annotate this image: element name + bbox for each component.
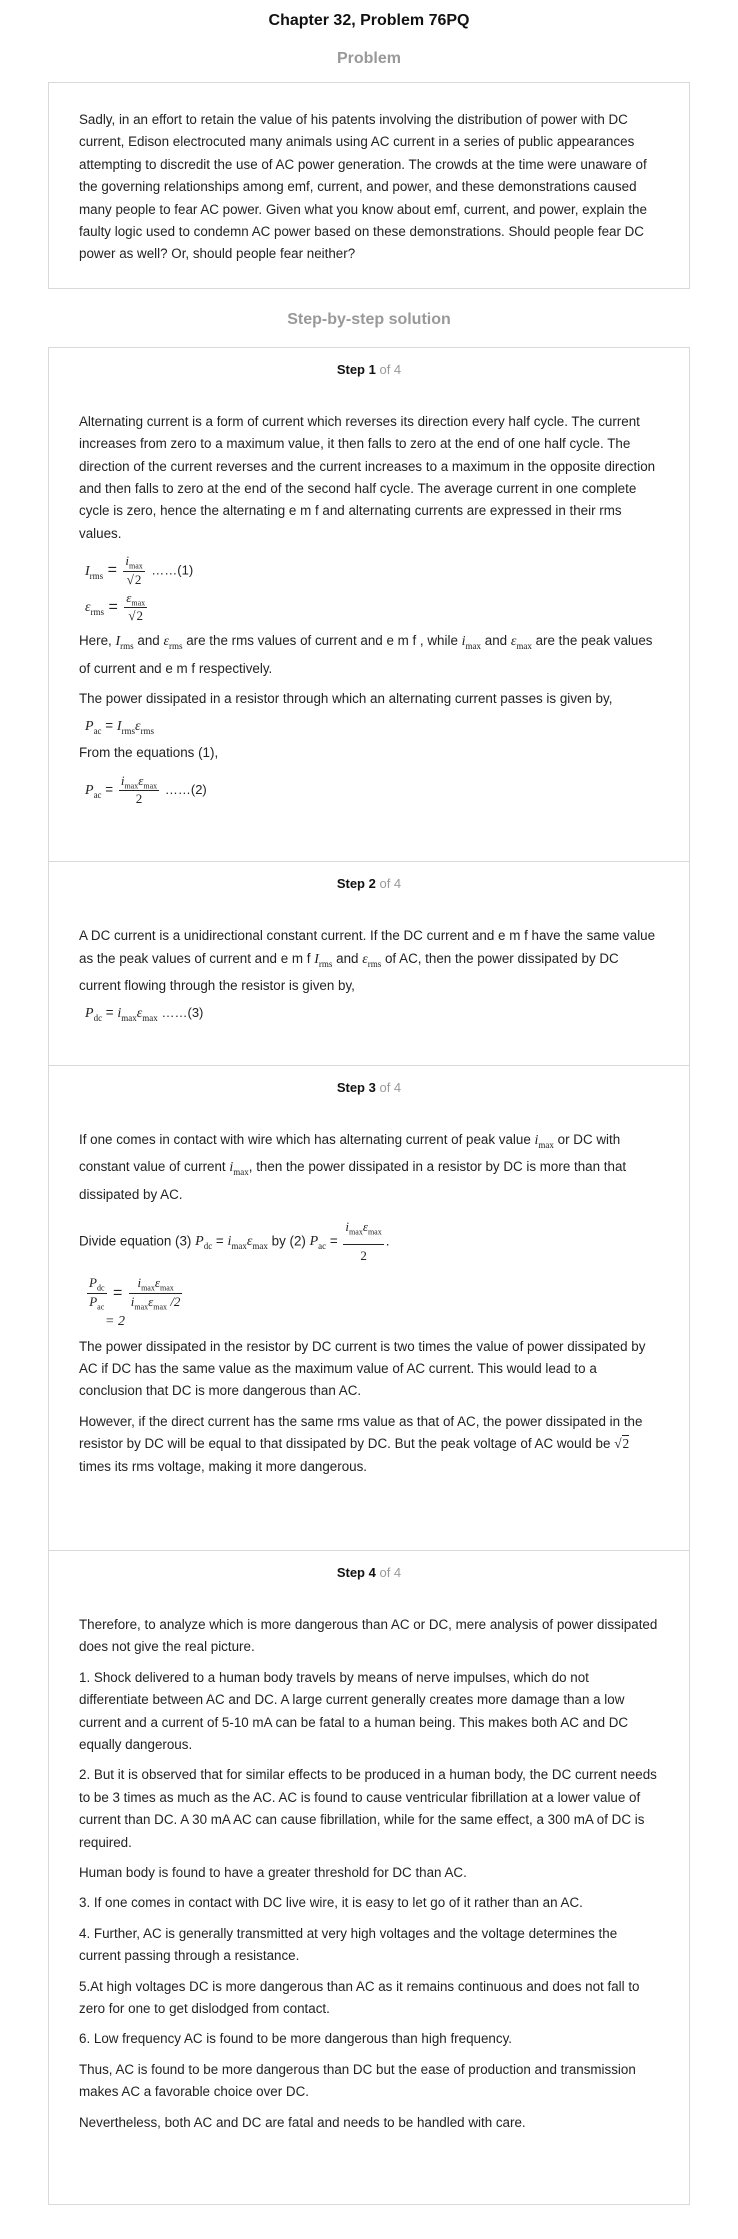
step-label: Step 3 — [336, 1080, 376, 1096]
step-4-paragraph: Therefore, to analyze which is more dangerous than AC or DC, mere analysis of power dissipated does not give the real picture. — [79, 1616, 658, 1655]
step-2-header — [79, 876, 659, 891]
step-count: of 4 — [379, 361, 402, 377]
equation-3-label: ……(3) — [161, 1005, 204, 1021]
equation-2-label: ……(2) — [164, 781, 207, 797]
step-4-paragraph: 3. If one comes in contact with DC live wire, it is easy to let go of it rather than an AC. — [79, 1895, 583, 1911]
step-4-paragraph: 5.At high voltages DC is more dangerous than AC as it remains continuous and does not fall to zero for one to get dislodged from contact. — [79, 1978, 640, 2017]
step-4-paragraph: 1. Shock delivered to a human body travels by means of nerve impulses, which do not differentiate between AC and DC. A large current generally creates more damage than a low current and a current of 5-10 mA can be fatal to a human being. This makes both AC and DC equally dangerous. — [79, 1669, 629, 1752]
step-count: of 4 — [379, 876, 402, 892]
equation-ratio: $\frac{P_{dc}}{P_{ac}}$ = $\frac{i_{max}\varepsilon_{max}}{i_{max}\varepsilon_{max} /2}$ = 2 — [85, 1275, 659, 1329]
step-1-from-text: From the equations (1), — [79, 745, 219, 761]
step-1-power-text: The power dissipated in a resistor through which an alternating current passes is given by, — [79, 691, 613, 707]
step-4-paragraph: Nevertheless, both AC and DC are fatal and needs to be handled with care. — [79, 2114, 526, 2130]
step-4-paragraph: Human body is found to have a greater threshold for DC than AC. — [79, 1865, 467, 1880]
step-1 — [49, 348, 689, 862]
step-1-intro: Alternating current is a form of current which reverses its direction every half cycle. The current increases from zero to a maximum value, it then falls to zero at the end of one half cycle. The direction of the current reverses and the current increases to a maximum in the opposite direction and then falls to zero at the end of the second half cycle. The average current in one complete cycle is zero, hence the alternating e m f and alternating currents are expressed in their rms values. — [79, 413, 656, 541]
step-3-conclusion: The power dissipated in the resistor by DC current is two times the value of power dissipated by AC if DC has the same value as the maximum value of AC current. This would lead to a conclusion that DC is more dangerous than AC. — [79, 1338, 646, 1399]
step-label: Step 1 — [336, 361, 376, 377]
step-4-paragraph: 6. Low frequency AC is found to be more dangerous than high frequency. — [79, 2031, 512, 2047]
step-4-paragraph: 2. But it is observed that for similar effects to be produced in a human body, the DC current needs to be 3 times as much as the AC. AC is found to cause ventricular fibrillation at a lower value of current than DC. A 30 mA AC can cause fibrillation, while for the same effect, a 300 mA of DC is required. — [79, 1767, 657, 1850]
solution-heading: Step-by-step solution — [287, 310, 451, 328]
equation-3: $P_{dc} = i_{max}\varepsilon_{max}$ ……(3) — [85, 1005, 204, 1024]
sqrt-2: √2 — [614, 1436, 630, 1452]
step-count: of 4 — [379, 1564, 402, 1580]
step-2 — [49, 862, 689, 1066]
step-1-here: Here, $I_{rms}$ and $\varepsilon_{rms}$ are the rms values of current and e m f , while $i_{max}$ and $\varepsilon_{max}$ are the peak values of current and e m f respectively. — [79, 633, 653, 676]
step-label: Step 4 — [336, 1564, 376, 1580]
problem-text: Sadly, in an effort to retain the value of his patents involving the distribution of power with DC current, Edison electrocuted many animals using AC current in a series of public appearances attempting to discredit the use of AC power generation. The crowds at the time were unaware of the governing relationships among emf, current, and power, and these demonstrations caused many people to fear AC power. Given what you know about emf, current, and power, explain the faulty logic used to condemn AC power based on these demonstrations. Should people fear DC power as well? Or, should people fear neither? — [79, 112, 647, 262]
ratio-result: = 2 — [105, 1313, 125, 1329]
step-4-header — [79, 1565, 659, 1580]
equation-1-label: ……(1) — [151, 562, 194, 578]
solution-steps — [48, 347, 690, 2205]
step-3 — [49, 1066, 689, 1551]
problem-heading: Problem — [336, 50, 401, 67]
step-count: of 4 — [379, 1080, 402, 1096]
page-title: Chapter 32, Problem 76PQ — [268, 12, 470, 29]
step-3-divide: Divide equation (3) $P_{dc} = i_{max}\varepsilon_{max}$ by (2) $P_{ac}$ = $\frac{i_{max}\varepsilon_{max}}{2}$ . — [79, 1216, 659, 1267]
step-3-however: However, if the direct current has the same rms value as that of AC, the power dissipated in the resistor by DC will be equal to that dissipated by DC. But the peak voltage of AC would be √2 times its rms voltage, making it more dangerous. — [79, 1413, 643, 1474]
step-2-text: A DC current is a unidirectional constant current. If the DC current and e m f have the same value as the peak values of current and e m f $I_{rms}$ and $\varepsilon_{rms}$ of AC, then the power dissipated by DC current flowing through the resistor is given by, — [79, 928, 656, 993]
step-3-intro: If one comes in contact with wire which has alternating current of peak value $i_{max}$ or DC with constant value of current $i_{max}$, then the power dissipated in a resistor by DC is more than that dissipated by AC. — [79, 1132, 627, 1202]
equation-pac: $P_{ac} = I_{rms}\varepsilon_{rms}$ — [85, 718, 155, 737]
step-label: Step 2 — [336, 876, 376, 892]
step-4-paragraph: 4. Further, AC is generally transmitted at very high voltages and the voltage determines the current passing through a resistance. — [79, 1925, 618, 1964]
step-4-paragraph: Thus, AC is found to be more dangerous than DC but the ease of production and transmission makes AC a favorable choice over DC. — [79, 2061, 636, 2100]
problem-card — [48, 82, 690, 289]
equation-1: $I_{rms}$ = $\frac{i_{max}}{√2}$ ……(1) $\varepsilon_{rms}$ = $\frac{\varepsilon_{max}}{√2}$ — [85, 553, 194, 624]
step-1-header — [79, 362, 659, 377]
equation-2: $P_{ac}$ = $\frac{i_{max}\varepsilon_{max}}{2}$ ……(2) — [85, 772, 207, 807]
step-3-header — [79, 1080, 659, 1095]
step-4 — [49, 1551, 689, 2204]
